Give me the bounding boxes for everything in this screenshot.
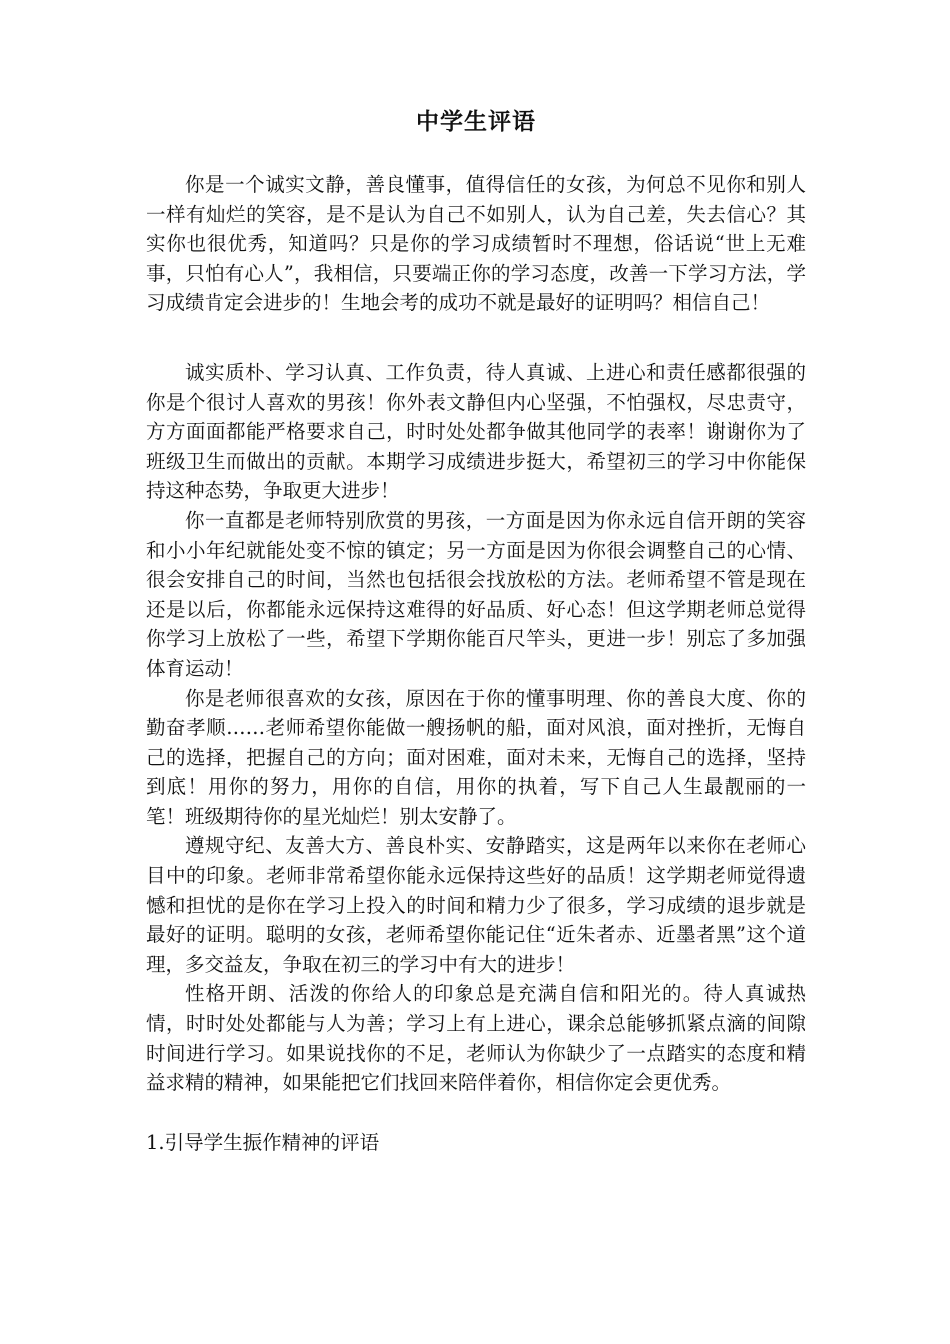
comment-paragraph-1: 你是一个诚实文静，善良懂事，值得信任的女孩，为何总不见你和别人一样有灿烂的笑容，是不是认为自己不如别人，认为自己差，失去信心？其实你也很优秀，知道吗？只是你的学习成绩暂时不理想，俗话说“世上无难事，只怕有心人”，我相信，只要端正你的学习态度，改善一下学习方法，学习成绩肯定会进步的！生地会考的成功不就是最好的证明吗？相信自己！ [146,173,806,315]
comment-paragraph-6: 性格开朗、活泼的你给人的印象总是充满自信和阳光的。待人真诚热情，时时处处都能与人为善；学习上有上进心，课余总能够抓紧点滴的间隙时间进行学习。如果说找你的不足，老师认为你缺少了一点踏实的态度和精益求精的精神，如果能把它们找回来陪伴着你，相信你定会更优秀。 [146,982,806,1095]
comment-paragraph-4: 你是老师很喜欢的女孩，原因在于你的懂事明理、你的善良大度、你的勤奋孝顺……老师希望你能做一艘扬帆的船，面对风浪，面对挫折，无悔自己的选择，把握自己的方向；面对困难，面对未来，无悔自己的选择，坚持到底！用你的努力，用你的自信，用你的执着，写下自己人生最靓丽的一笔！班级期待你的星光灿烂！别太安静了。 [146,686,806,828]
paragraph-spacer [146,318,806,358]
document-page [146,0,806,1157]
comment-paragraph-3: 你一直都是老师特别欣赏的男孩，一方面是因为你永远自信开朗的笑容和小小年纪就能处变不惊的镇定；另一方面是因为你很会调整自己的心情、很会安排自己的时间，当然也包括很会找放松的方法。老师希望不管是现在还是以后，你都能永远保持这难得的好品质、好心态！但这学期老师总觉得你学习上放松了一些，希望下学期你能百尺竿头，更进一步！别忘了多加强体育运动！ [146,508,806,680]
comment-paragraph-2: 诚实质朴、学习认真、工作负责，待人真诚、上进心和责任感都很强的你是个很讨人喜欢的男孩！你外表文静但内心坚强，不怕强权，尽忠责守，方方面面都能严格要求自己，时时处处都争做其他同学的表率！谢谢你为了班级卫生而做出的贡献。本期学习成绩进步挺大，希望初三的学习中你能保持这种态势，争取更大进步！ [146,360,806,503]
comment-paragraph-5: 遵规守纪、友善大方、善良朴实、安静踏实，这是两年以来你在老师心目中的印象。老师非常希望你能永远保持这些好的品质！这学期老师觉得遗憾和担忧的是你在学习上投入的时间和精力少了很多，学习成绩的退步就是最好的证明。聪明的女孩，老师希望你能记住“近朱者赤、近墨者黑”这个道理，多交益友，争取在初三的学习中有大的进步！ [146,834,806,976]
section-heading: 1.引导学生振作精神的评语 [146,1130,380,1154]
document-title: 中学生评语 [416,109,536,135]
